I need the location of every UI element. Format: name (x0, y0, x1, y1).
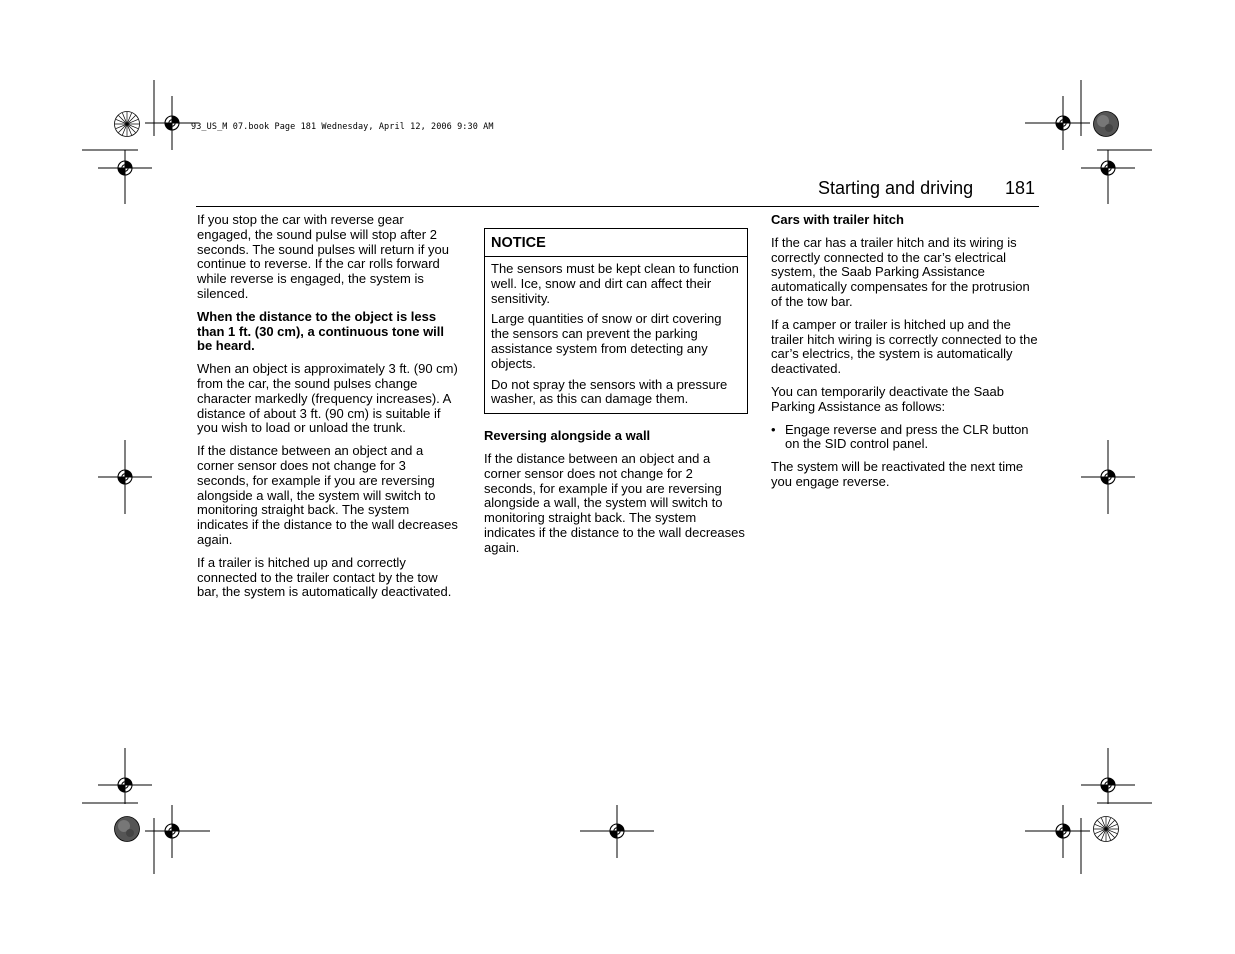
section-heading: Cars with trailer hitch (771, 212, 904, 227)
column-left (197, 213, 461, 608)
paragraph: If the car has a trailer hitch and its wiring is correctly connected to the car’s electrical system, the Saab Parking Assistance automatically compensates for the protrusion of the tow bar. (771, 234, 1030, 309)
header-rule (196, 206, 1039, 207)
paragraph: If you stop the car with reverse gear engaged, the sound pulse will stop after 2 seconds. The sound pulses will return if you continue to reverse. If the car rolls forward while reverse is engaged, the system is silenced. (197, 212, 449, 301)
bullet-item (771, 423, 1039, 453)
crop-marks-top-left (82, 80, 199, 204)
paragraph: If a trailer is hitched up and correctly connected to the trailer contact by the tow bar, the system is automatically deactivated. (197, 554, 452, 600)
notice-title: NOTICE (485, 229, 747, 257)
paragraph: If the distance between an object and a corner sensor does not change for 2 seconds, for example if you are reversing alongside a wall, the system will switch to monitoring straight back. The system indicates if the distance to the wall decreases again. (484, 450, 745, 555)
paragraph: The system will be reactivated the next time you engage reverse. (771, 459, 1024, 489)
print-slug: 93_US_M 07.book Page 181 Wednesday, April 12, 2006 9:30 AM (191, 122, 494, 132)
crop-marks-bottom-right (1025, 748, 1152, 874)
column-right (771, 213, 1039, 498)
column-middle (484, 228, 748, 564)
notice-body (485, 257, 747, 407)
section-title: Starting and driving (818, 178, 974, 198)
page-number: 181 (1005, 178, 1036, 198)
paragraph: If the distance between an object and a corner sensor does not change for 3 seconds, for example if you are reversing alongside a wall, the system will switch to monitoring straight back. The system indicates if the distance to the wall decreases again. (197, 443, 458, 547)
paragraph: If a camper or trailer is hitched up and the trailer hitch wiring is correctly connected to the car’s electrics, the system is automatically deactivated. (771, 316, 1038, 377)
notice-paragraph: The sensors must be kept clean to function well. Ice, snow and dirt can affect their sensitivity. (491, 261, 739, 306)
paragraph: You can temporarily deactivate the Saab Parking Assistance as follows: (771, 383, 1004, 414)
crop-marks-bottom-left (82, 748, 210, 874)
notice-paragraph: Do not spray the sensors with a pressure washer, as this can damage them. (491, 376, 728, 407)
notice-box (484, 228, 748, 414)
section-heading: Reversing alongside a wall (484, 428, 651, 444)
bullet-text: Engage reverse and press the CLR button on the SID control panel. (785, 421, 1029, 452)
paragraph: When an object is approximately 3 ft. (90 cm) from the car, the sound pulses change character markedly (frequency increases). A distance of about 3 ft. (90 cm) is suitable if you wish to load or unload the trunk. (197, 361, 458, 436)
notice-paragraph: Large quantities of snow or dirt covering the sensors can prevent the parking assistance system from detecting any objects. (491, 311, 722, 371)
bold-paragraph: When the distance to the object is less than 1 ft. (30 cm), a continuous tone will be heard. (197, 308, 445, 354)
bullet-icon: • (771, 421, 776, 437)
crop-marks-bottom-center (580, 805, 654, 858)
crop-marks-top-right (1025, 80, 1152, 204)
